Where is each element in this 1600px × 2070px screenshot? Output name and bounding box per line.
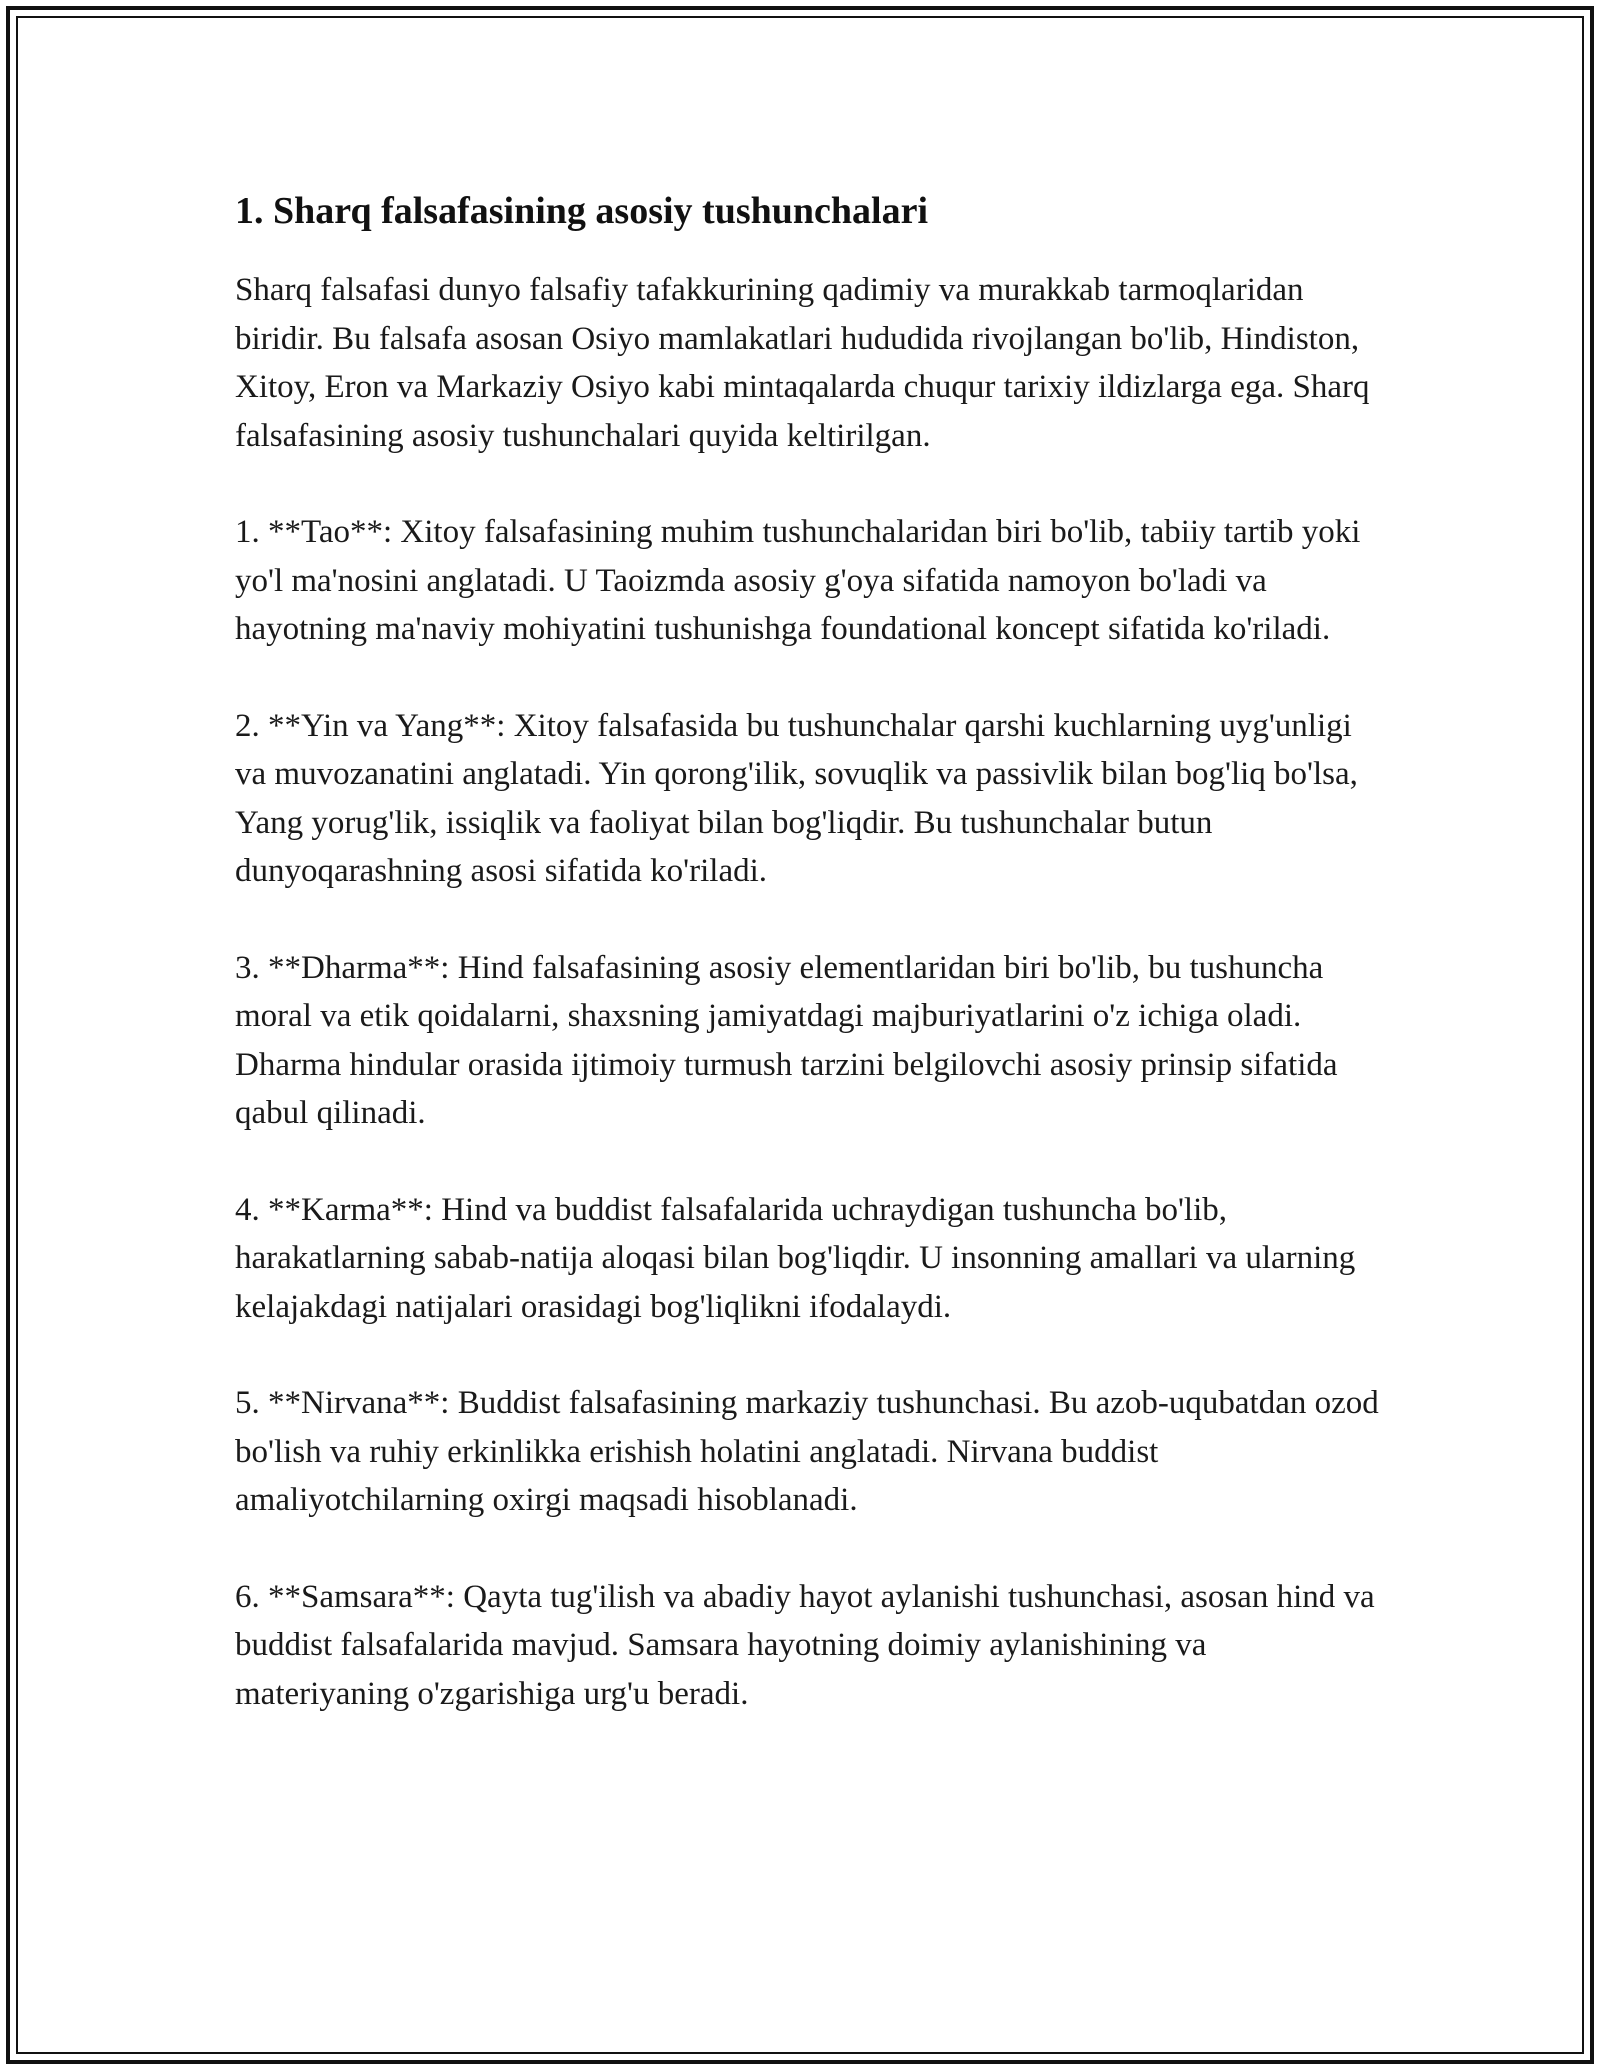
concept-samsara-paragraph: 6. **Samsara**: Qayta tug'ilish va abadiy hayot aylanishi tushunchasi, asosan hind va buddist falsafalarida mavjud. Samsara hayotning doimiy aylanishining va materiyaning o'zgarishiga urg'u beradi. bbox=[235, 1578, 1375, 1712]
concept-yin-yang-paragraph: 2. **Yin va Yang**: Xitoy falsafasida bu tushunchalar qarshi kuchlarning uyg'unligi va muvozanatini anglatadi. Yin qorong'ilik, sovuqlik va passivlik bilan bog'liq bo'lsa, Yang yorug'lik, issiqlik va faoliyat bilan bog'liqdir. Bu tushunchalar butun dunyoqarashning asosi sifatida ko'riladi. bbox=[235, 707, 1358, 889]
intro-paragraph: Sharq falsafasi dunyo falsafiy tafakkurining qadimiy va murakkab tarmoqlaridan biridir. Bu falsafa asosan Osiyo mamlakatlari hududida rivojlangan bo'lib, Hindiston, Xitoy, Eron va Markaziy Osiyo kabi mintaqalarda chuqur tarixiy ildizlarga ega. Sharq falsafasining asosiy tushunchalari quyida keltirilgan. bbox=[235, 272, 1370, 454]
document-body bbox=[235, 186, 1385, 1766]
concept-dharma-paragraph: 3. **Dharma**: Hind falsafasining asosiy elementlaridan biri bo'lib, bu tushuncha moral va etik qoidalarni, shaxsning jamiyatdagi majburiyatlarini o'z ichiga oladi. Dharma hindular orasida ijtimoiy turmush tarzini belgilovchi asosiy prinsip sifatida qabul qilinadi. bbox=[235, 949, 1338, 1131]
section-heading: 1. Sharq falsafasining asosiy tushunchalari bbox=[235, 190, 928, 232]
concept-tao-paragraph: 1. **Tao**: Xitoy falsafasining muhim tushunchalaridan biri bo'lib, tabiiy tartib yoki yo'l ma'nosini anglatadi. U Taoizmda asosiy g'oya sifatida namoyon bo'ladi va hayotning ma'naviy mohiyatini tushunishga foundational koncept sifatida ko'riladi. bbox=[235, 514, 1361, 647]
concept-karma-paragraph: 4. **Karma**: Hind va buddist falsafalarida uchraydigan tushuncha bo'lib, harakatlarning sabab-natija aloqasi bilan bog'liqdir. U insonning amallari va ularning kelajakdagi natijalari orasidagi bog'liqlikni ifodalaydi. bbox=[235, 1191, 1356, 1325]
concept-nirvana-paragraph: 5. **Nirvana**: Buddist falsafasining markaziy tushunchasi. Bu azob-uqubatdan ozod bo'lish va ruhiy erkinlikka erishish holatini anglatadi. Nirvana buddist amaliyotchilarning oxirgi maqsadi hisoblanadi. bbox=[235, 1385, 1379, 1518]
